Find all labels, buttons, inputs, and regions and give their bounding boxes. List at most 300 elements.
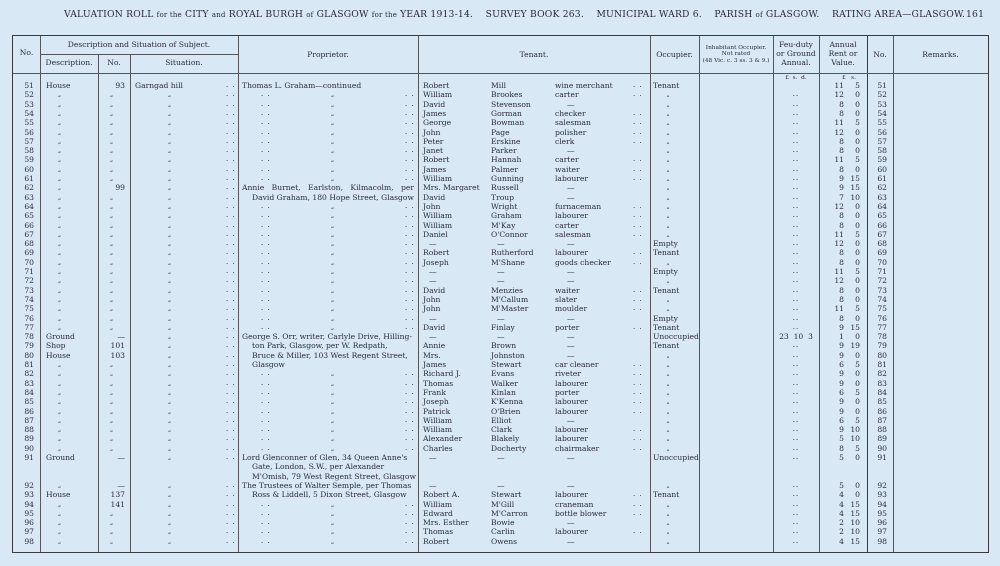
rent-shillings: 0	[855, 490, 860, 500]
tenant-occupation: bottle blower	[555, 508, 607, 518]
leader-dots: . .	[226, 108, 236, 117]
situation: „	[168, 398, 172, 406]
row-number-right: 72	[877, 276, 887, 286]
situation: „	[168, 370, 172, 378]
rent-pounds: 11	[834, 267, 844, 276]
occupier-status: „	[666, 481, 670, 489]
leader-dots: . .	[226, 425, 236, 434]
row-number: 54	[24, 108, 34, 118]
description: „	[58, 537, 62, 545]
rent-pounds: 12	[834, 239, 844, 249]
rent-pounds: 12	[834, 127, 844, 137]
leader-dots: . .	[226, 294, 236, 303]
leader-dots: . .	[405, 536, 415, 545]
row-number: 93	[24, 490, 34, 500]
table-row	[13, 239, 988, 248]
leader-dots: . .	[633, 294, 643, 303]
leader-dots: . .	[633, 378, 643, 387]
table-row	[13, 500, 988, 509]
row-number-right: 77	[877, 322, 887, 332]
table-row	[13, 81, 988, 90]
situation: „	[168, 519, 172, 527]
table-row	[13, 155, 988, 164]
proprietor-ditto: „	[331, 137, 335, 145]
feu-duty: ..	[792, 220, 800, 229]
leader-dots: . .	[226, 174, 236, 182]
leader-dots: . .	[633, 527, 643, 536]
rent-pounds: 12	[834, 201, 844, 211]
subject-number: „	[109, 305, 114, 313]
tenant-surname: Finlay	[491, 322, 515, 332]
leader-dots: . .	[226, 304, 236, 313]
rent-pounds: 9	[839, 397, 844, 407]
leader-dots: . .	[226, 406, 236, 415]
subject-number: „	[109, 537, 114, 545]
tenant-first-name: John	[423, 127, 441, 137]
tenant-occupation: —	[567, 267, 575, 276]
row-number-right: 90	[877, 443, 887, 453]
tenant-first-name: —	[429, 453, 437, 462]
tenant-occupation: —	[567, 415, 575, 425]
rent-pounds: 9	[839, 378, 844, 388]
subject-number: „	[109, 193, 114, 201]
rent-pounds: 8	[839, 313, 844, 323]
subject-number: „	[109, 314, 114, 322]
tenant-surname: Gunning	[491, 174, 524, 183]
row-number: 97	[24, 527, 34, 537]
situation: „	[168, 426, 172, 434]
row-number-right: 87	[877, 415, 887, 425]
proprietor-line: Gate, London, S.W., per Alexander	[252, 462, 385, 472]
row-number: 66	[24, 220, 34, 230]
occupier-status: Tenant	[653, 285, 680, 295]
row-number-right: 53	[877, 99, 887, 109]
row-number-right: 57	[877, 136, 887, 146]
leader-dots: . .	[633, 397, 643, 406]
tenant-occupation: furnaceman	[555, 201, 602, 211]
feu-duty: ..	[792, 108, 800, 117]
table-row	[13, 248, 988, 257]
proprietor-line: David Graham, 180 Hope Street, Glasgow	[252, 192, 414, 202]
leader-dots: . .	[226, 99, 236, 108]
row-number-right: 67	[877, 229, 887, 239]
table-row	[13, 434, 988, 443]
row-number-right: 61	[877, 174, 887, 183]
row-number-right: 64	[877, 201, 887, 211]
rent-shillings: 15	[850, 174, 860, 183]
row-number: 89	[24, 434, 34, 444]
situation: „	[168, 165, 172, 173]
table-row	[13, 407, 988, 416]
situation: „	[168, 342, 172, 350]
feu-duty: ..	[792, 415, 800, 424]
subject-number: „	[109, 109, 114, 117]
situation: „	[168, 528, 172, 536]
tenant-first-name: —	[429, 480, 437, 490]
proprietor-ditto: „	[331, 444, 335, 452]
leader-dots: . .	[226, 415, 236, 424]
tenant-occupation: salesman	[555, 118, 591, 128]
occupier-status: „	[666, 398, 670, 406]
leader-dots: . .	[405, 387, 415, 396]
tenant-occupation: chairmaker	[555, 443, 600, 453]
leader-dots: . .	[226, 239, 236, 248]
situation: „	[168, 444, 172, 452]
leader-dots: . .	[405, 211, 415, 220]
rent-shillings: 19	[850, 341, 860, 351]
leader-dots: . .	[226, 285, 236, 294]
rent-pounds: 6	[839, 415, 844, 425]
occupier-status: „	[666, 202, 670, 210]
tenant-first-name: —	[429, 313, 437, 323]
table-row	[13, 109, 988, 118]
row-number-right: 86	[877, 406, 887, 416]
row-number: 56	[24, 127, 34, 137]
tenant-first-name: Edward	[423, 508, 453, 518]
leader-dots: . .	[261, 304, 271, 313]
rent-pounds: 8	[839, 257, 844, 267]
occupier-status: „	[666, 435, 670, 443]
subject-number: „	[109, 175, 114, 182]
tenant-occupation: carter	[555, 90, 579, 100]
rent-shillings: 0	[855, 108, 860, 118]
tenant-surname: M'Callum	[491, 294, 529, 304]
leader-dots: . .	[261, 322, 271, 331]
leader-dots: . .	[633, 490, 643, 499]
description: Ground	[46, 332, 75, 342]
tenant-occupation: labourer	[555, 425, 589, 435]
tenant-first-name: Patrick	[423, 406, 451, 416]
tenant-occupation: labourer	[555, 248, 589, 258]
table-row	[13, 397, 988, 406]
tenant-first-name: David	[423, 322, 446, 332]
leader-dots: . .	[226, 118, 236, 127]
row-number-right: 96	[877, 518, 887, 528]
tenant-occupation: —	[567, 341, 575, 351]
situation: Garngad hill	[135, 81, 183, 90]
table-row	[13, 379, 988, 388]
occupier-status: „	[666, 351, 670, 359]
rent-pounds: 9	[839, 406, 844, 416]
tenant-occupation: salesman	[555, 229, 591, 239]
table-row	[13, 286, 988, 295]
occupier-status: „	[666, 156, 670, 164]
header-inhabitant-occupier: Inhabitant Occupier. Not rated (48 Vic. c. 3 ss. 3 & 9.)	[702, 45, 770, 64]
proprietor-line: Ross & Liddell, 5 Dixon Street, Glasgow	[252, 490, 407, 500]
row-number: 61	[24, 174, 34, 183]
subject-number: —	[117, 453, 125, 462]
subject-number: „	[109, 165, 114, 173]
occupier-status: „	[666, 370, 670, 378]
row-number-right: 78	[877, 332, 887, 342]
tenant-first-name: John	[423, 294, 441, 304]
feu-duty: ..	[792, 397, 800, 406]
row-number-right: 95	[877, 508, 887, 518]
leader-dots: . .	[261, 387, 271, 396]
leader-dots: . .	[226, 443, 236, 452]
tenant-surname: Graham	[491, 211, 522, 221]
table-row	[13, 276, 988, 285]
leader-dots: . .	[261, 313, 271, 322]
rent-shillings: 0	[855, 239, 860, 249]
tenant-first-name: William	[423, 499, 453, 509]
row-number-right: 52	[877, 90, 887, 100]
occupier-status: „	[666, 528, 670, 536]
row-number: 87	[24, 415, 34, 425]
leader-dots: . .	[633, 285, 643, 294]
rent-shillings: 5	[855, 155, 860, 165]
occupier-status: „	[666, 444, 670, 452]
feu-duty: ..	[792, 211, 800, 220]
tenant-occupation: carter	[555, 220, 579, 230]
leader-dots: . .	[226, 257, 236, 266]
tenant-first-name: Peter	[423, 136, 444, 146]
rent-shillings: 0	[855, 397, 860, 407]
tenant-surname: O'Brien	[491, 406, 521, 416]
description: „	[58, 398, 62, 406]
tenant-first-name: James	[423, 164, 447, 174]
description: House	[46, 350, 71, 360]
leader-dots: . .	[633, 425, 643, 434]
table-row	[13, 202, 988, 211]
tenant-occupation: polisher	[555, 127, 587, 137]
subject-number: „	[109, 528, 114, 536]
subject-number: „	[109, 388, 114, 396]
tenant-surname: Erskine	[491, 136, 521, 146]
leader-dots: . .	[226, 155, 236, 164]
tenant-occupation: labourer	[555, 490, 589, 500]
header-no-right: No.	[873, 50, 887, 59]
feu-duty: ..	[792, 183, 800, 192]
row-number-right: 68	[877, 239, 887, 249]
tenant-occupation: labourer	[555, 434, 589, 444]
description: „	[58, 416, 62, 424]
tenant-first-name: Daniel	[423, 229, 448, 239]
row-number-right: 82	[877, 369, 887, 379]
situation: „	[168, 500, 172, 508]
situation: „	[168, 277, 172, 285]
description: „	[58, 361, 62, 368]
rent-shillings: 0	[855, 453, 860, 462]
occupier-status: Unoccupied	[653, 453, 699, 462]
rent-shillings: 0	[855, 220, 860, 230]
feu-duty: ..	[792, 239, 800, 248]
rent-shillings: 0	[855, 332, 860, 342]
leader-dots: . .	[405, 369, 415, 378]
leader-dots: . .	[633, 211, 643, 220]
valuation-table	[12, 35, 989, 553]
situation: „	[168, 258, 172, 266]
row-number: 88	[24, 425, 34, 435]
feu-duty: ..	[792, 490, 800, 499]
table-row	[13, 360, 988, 369]
leader-dots: . .	[261, 164, 271, 173]
tenant-surname: Page	[491, 127, 510, 137]
feu-duty: ..	[792, 508, 800, 517]
leader-dots: . .	[226, 220, 236, 229]
leader-dots: . .	[261, 248, 271, 257]
row-number: 53	[24, 99, 34, 109]
subject-number: „	[109, 323, 114, 331]
tenant-surname: Menzies	[491, 285, 523, 295]
rent-shillings: 0	[855, 164, 860, 174]
tenant-surname: Brookes	[491, 90, 523, 100]
occupier-status: „	[666, 416, 670, 424]
tenant-first-name: Mrs. Esther	[423, 518, 469, 528]
row-number-right: 79	[877, 341, 887, 351]
occupier-status: „	[666, 91, 670, 99]
tenant-first-name: James	[423, 108, 447, 118]
leader-dots: . .	[405, 127, 415, 136]
tenant-surname: Blakely	[491, 434, 520, 444]
tenant-first-name: William	[423, 415, 453, 425]
feu-duty: ..	[792, 257, 800, 266]
description: „	[58, 147, 62, 155]
row-number: 55	[24, 118, 34, 128]
feu-duty: ..	[792, 518, 800, 527]
situation: „	[168, 91, 172, 99]
proprietor-line: Glasgow	[252, 359, 285, 369]
leader-dots: . .	[633, 127, 643, 136]
description: „	[58, 137, 62, 145]
rent-pounds: 7	[839, 192, 844, 202]
subject-number: 141	[110, 499, 125, 509]
row-number: 81	[24, 360, 34, 369]
table-row	[13, 211, 988, 220]
leader-dots: . .	[261, 285, 271, 294]
description: „	[58, 100, 62, 108]
tenant-surname: Rutherford	[491, 248, 534, 258]
leader-dots: . .	[633, 108, 643, 117]
tenant-occupation: riveter	[555, 369, 582, 379]
occupier-status: Empty	[653, 267, 678, 276]
subject-number: „	[109, 519, 114, 527]
situation: „	[168, 509, 172, 517]
row-number-right: 92	[877, 480, 887, 490]
row-number: 82	[24, 369, 34, 379]
rent-pounds: 8	[839, 164, 844, 174]
description: „	[58, 519, 62, 527]
leader-dots: . .	[226, 90, 236, 99]
leader-dots: . .	[405, 443, 415, 452]
proprietor-ditto: „	[331, 277, 335, 285]
header-description: Description.	[45, 58, 93, 67]
leader-dots: . .	[633, 257, 643, 266]
header-subject-no: No.	[107, 58, 121, 67]
leader-dots: . .	[405, 294, 415, 303]
leader-dots: . .	[633, 164, 643, 173]
leader-dots: . .	[261, 136, 271, 145]
rent-shillings: 10	[850, 434, 860, 444]
feu-duty: ..	[792, 360, 800, 368]
situation: „	[168, 240, 172, 248]
leader-dots: . .	[261, 378, 271, 387]
tenant-surname: —	[497, 267, 505, 276]
occupier-status: „	[666, 128, 670, 136]
tenant-first-name: Annie	[423, 341, 446, 351]
occupier-status: „	[666, 537, 670, 545]
row-number: 73	[24, 285, 34, 295]
tenant-occupation: —	[567, 276, 575, 286]
description: „	[58, 407, 62, 415]
row-number: 94	[24, 499, 34, 509]
leader-dots: . .	[226, 146, 236, 155]
situation: „	[168, 230, 172, 238]
proprietor-ditto: „	[331, 258, 335, 266]
tenant-first-name: William	[423, 220, 453, 230]
subject-number: „	[109, 202, 114, 210]
row-number-right: 85	[877, 397, 887, 407]
tenant-surname: Carlin	[491, 527, 515, 537]
feu-duty: ..	[792, 387, 800, 396]
leader-dots: . .	[226, 397, 236, 406]
proprietor-line: Bruce & Miller, 103 West Regent Street,	[252, 350, 408, 360]
leader-dots: . .	[261, 415, 271, 424]
header-remarks: Remarks.	[922, 50, 959, 59]
proprietor-ditto: „	[331, 305, 335, 313]
leader-dots: . .	[405, 248, 415, 257]
tenant-occupation: labourer	[555, 527, 589, 537]
table-row	[13, 527, 988, 536]
tenant-surname: Evans	[491, 369, 515, 379]
row-number: 68	[24, 239, 34, 249]
leader-dots: . .	[633, 369, 643, 378]
leader-dots: . .	[226, 136, 236, 145]
row-number: 92	[24, 480, 34, 490]
occupier-status: Tenant	[653, 248, 680, 258]
leader-dots: . .	[261, 127, 271, 136]
leader-dots: . .	[405, 415, 415, 424]
rent-pounds: 9	[839, 425, 844, 435]
row-number-right: 93	[877, 490, 887, 500]
tenant-occupation: labourer	[555, 397, 589, 407]
situation: „	[168, 249, 172, 257]
table-row	[13, 323, 988, 332]
leader-dots: . .	[633, 155, 643, 164]
leader-dots: . .	[261, 527, 271, 536]
tenant-surname: K'Kenna	[491, 397, 524, 407]
row-number: 80	[24, 350, 34, 360]
occupier-status: Tenant	[653, 322, 680, 332]
leader-dots: . .	[226, 248, 236, 257]
header-rule	[40, 54, 238, 55]
leader-dots: . .	[261, 508, 271, 517]
situation: „	[168, 333, 172, 341]
table-row	[13, 267, 988, 276]
leader-dots: . .	[261, 425, 271, 434]
row-number: 90	[24, 443, 34, 453]
tenant-surname: M'Gill	[491, 499, 515, 509]
tenant-occupation: porter	[555, 322, 580, 332]
proprietor-ditto: „	[331, 500, 335, 508]
subject-number: „	[109, 240, 114, 248]
tenant-occupation: —	[567, 192, 575, 202]
feu-duty: ..	[792, 90, 800, 99]
tenant-surname: —	[497, 453, 505, 462]
leader-dots: . .	[226, 322, 236, 331]
tenant-occupation: waiter	[555, 164, 580, 174]
rent-pounds: 4	[839, 490, 844, 500]
feu-duty: ..	[792, 276, 800, 285]
leader-dots: . .	[633, 201, 643, 210]
leader-dots: . .	[633, 136, 643, 145]
tenant-occupation: —	[567, 480, 575, 490]
description: „	[58, 109, 62, 117]
proprietor-ditto: „	[331, 528, 335, 536]
occupier-status: „	[666, 119, 670, 127]
rent-pounds: 11	[834, 229, 844, 239]
description: „	[58, 221, 62, 229]
